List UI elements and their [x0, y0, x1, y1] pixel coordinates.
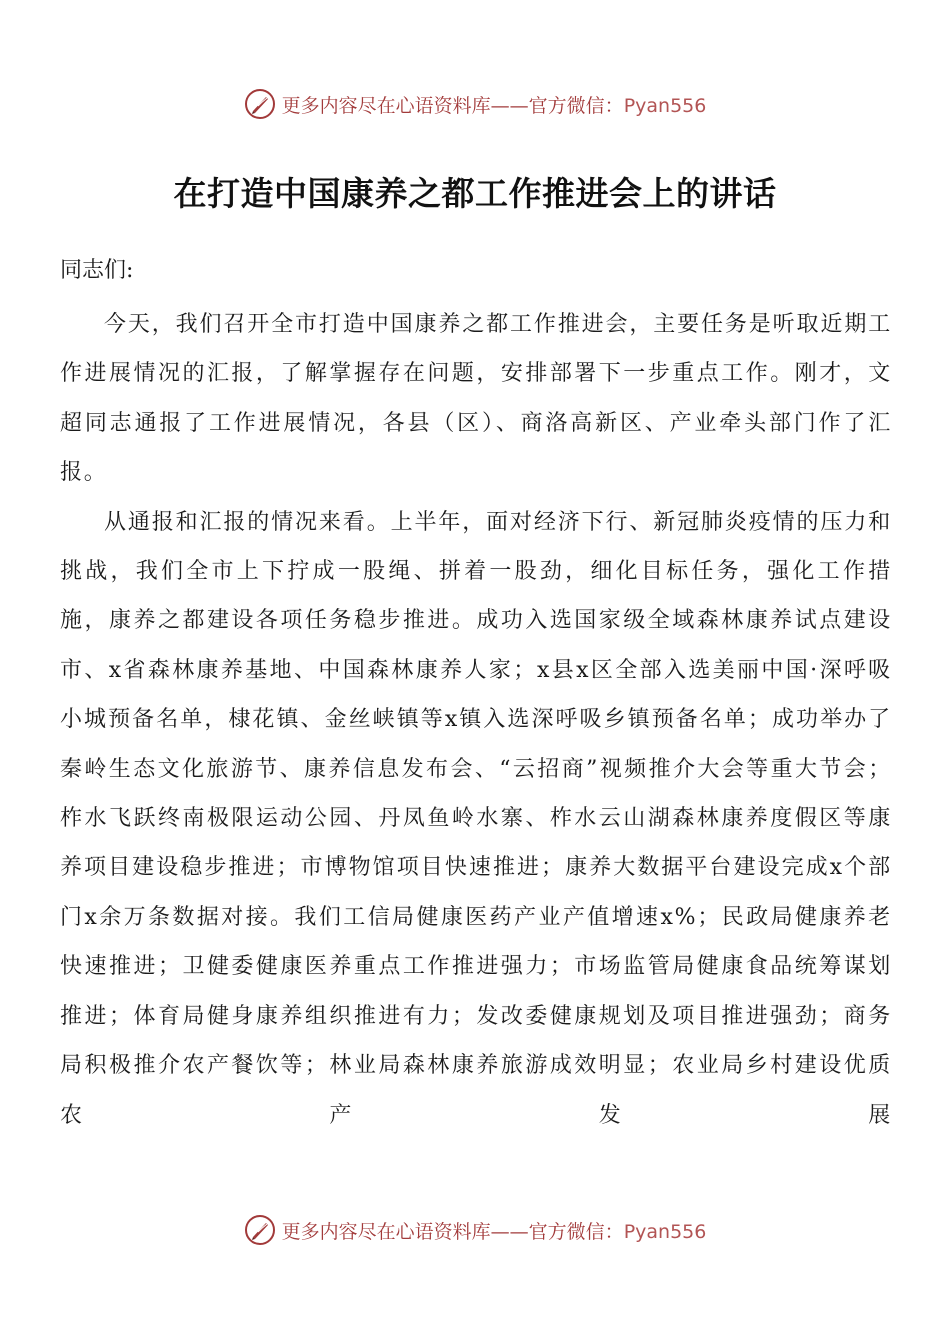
- watermark-separator: ——: [490, 94, 529, 117]
- watermark-main-text: 更多内容尽在心语资料库: [281, 1220, 491, 1243]
- quill-pen-icon: [244, 1214, 276, 1246]
- document-body: [60, 300, 892, 1140]
- watermark-wechat-id: Pyan556: [623, 1220, 707, 1243]
- header-watermark: [0, 84, 950, 124]
- paragraph-1: 今天，我们召开全市打造中国康养之都工作推进会，主要任务是听取近期工作进展情况的汇报，了解掌握存在问题，安排部署下一步重点工作。刚才，文超同志通报了工作进展情况，各县（区）、商洛高新区、产业牵头部门作了汇报。: [60, 312, 892, 486]
- salutation: 同志们:: [60, 258, 134, 283]
- watermark-separator: ——: [490, 1220, 529, 1243]
- quill-pen-icon: [244, 88, 276, 120]
- paragraph-2: 从通报和汇报的情况来看。上半年，面对经济下行、新冠肺炎疫情的压力和挑战，我们全市上下拧成一股绳、拼着一股劲，细化目标任务，强化工作措施，康养之都建设各项任务稳步推进。成功入选国家级全域森林康养试点建设市、x省森林康养基地、中国森林康养人家；x县x区全部入选美丽中国·深呼吸小城预备名单，棣花镇、金丝峡镇等x镇入选深呼吸乡镇预备名单；成功举办了秦岭生态文化旅游节、康养信息发布会、“云招商”视频推介大会等重大节会；柞水飞跃终南极限运动公园、丹凤鱼岭水寨、柞水云山湖森林康养度假区等康养项目建设稳步推进；市博物馆项目快速推进；康养大数据平台建设完成x个部门x余万条数据对接。我们工信局健康医药产业产值增速x%；民政局健康养老快速推进；卫健委健康医养重点工作推进强力；市场监管局健康食品统筹谋划推进；体育局健身康养组织推进有力；发改委健康规划及项目推进强劲；商务局积极推介农产餐饮等；林业局森林康养旅游成效明显；农业局乡村建设优质农产发展: [60, 509, 892, 1128]
- footer-watermark: [0, 1210, 950, 1250]
- watermark-text: [282, 1217, 707, 1244]
- watermark-text: [282, 91, 707, 118]
- watermark-main-text: 更多内容尽在心语资料库: [281, 94, 491, 117]
- document-title: 在打造中国康养之都工作推进会上的讲话: [173, 174, 777, 213]
- watermark-wechat-id: Pyan556: [623, 94, 707, 117]
- watermark-wechat-label: 官方微信：: [528, 94, 624, 117]
- watermark-wechat-label: 官方微信：: [528, 1220, 624, 1243]
